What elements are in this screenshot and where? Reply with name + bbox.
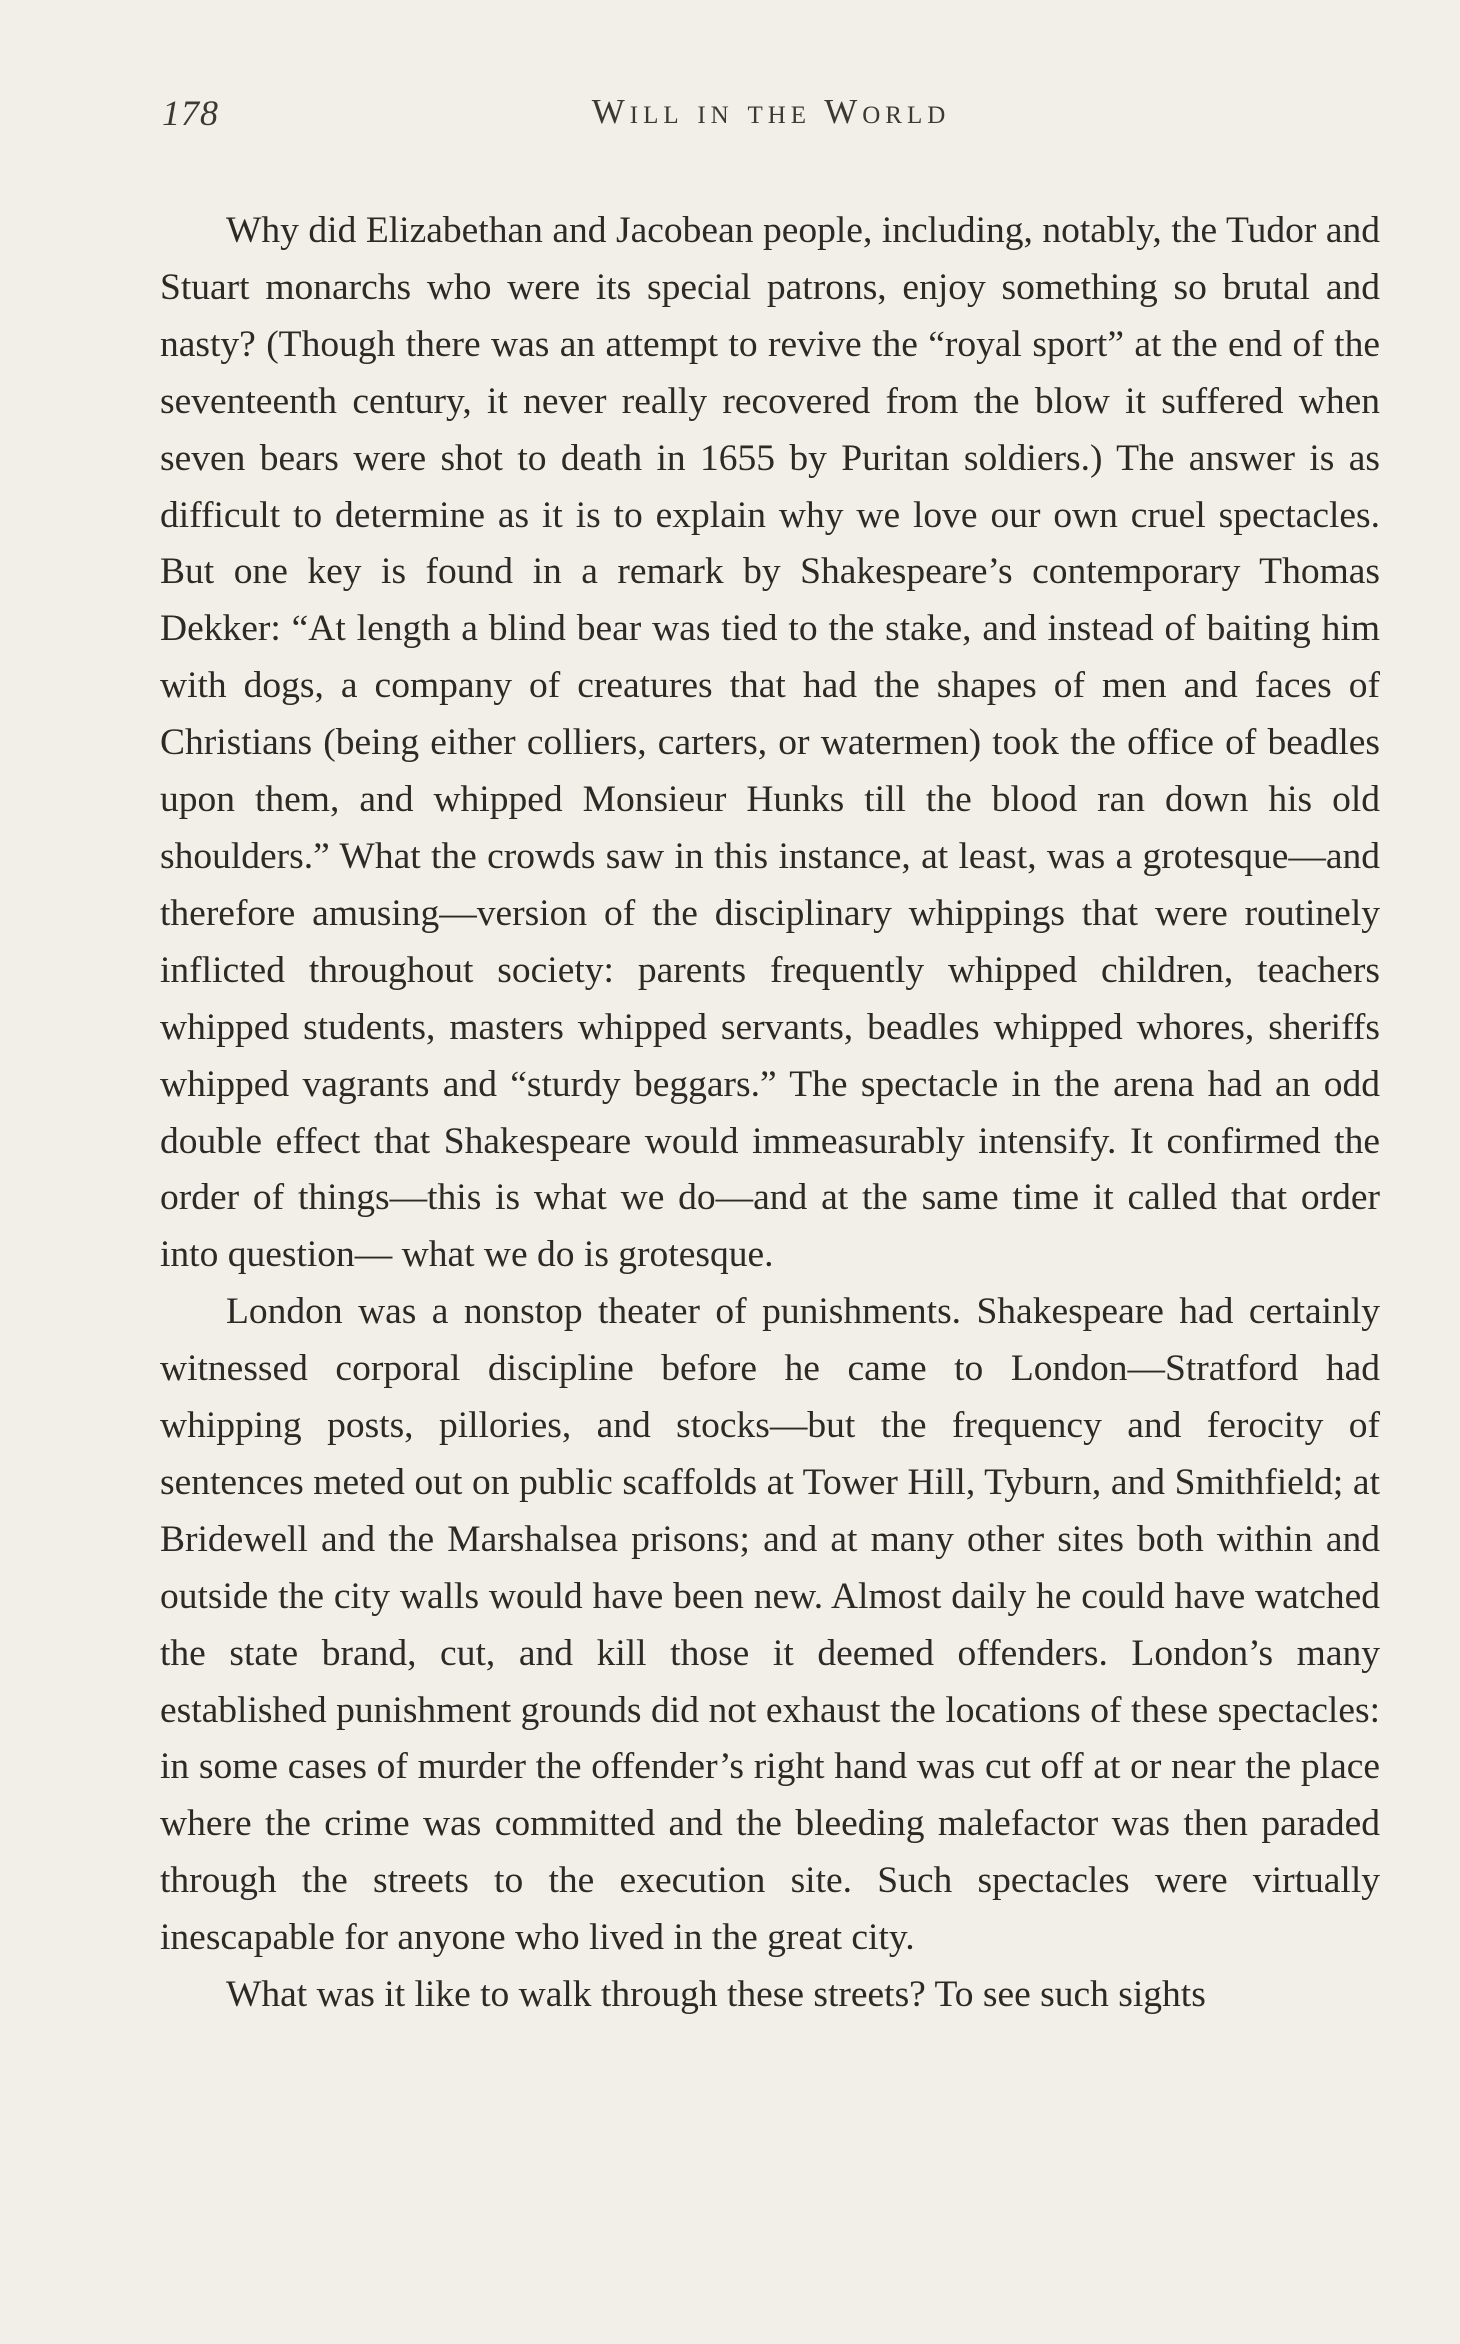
page-number: 178 — [162, 93, 219, 133]
running-head — [162, 92, 1380, 142]
paragraph: Why did Elizabethan and Jacobean people, including, notably, the Tudor and Stuart monarchs who were its special patrons, enjoy something so brutal and nasty? (Though there was an attempt to revive the “royal sport” at the end of the seventeenth century, it never really recovered from the blow it suffered when seven bears were shot to death in 1655 by Puritan soldiers.) The answer is as difficult to determine as it is to explain why we love our own cruel spectacles. But one key is found in a remark by Shakespeare’s contemporary Thomas Dekker: “At length a blind bear was tied to the stake, and instead of baiting him with dogs, a company of creatures that had the shapes of men and faces of Christians (being either colliers, carters, or watermen) took the office of beadles upon them, and whipped Monsieur Hunks till the blood ran down his old shoulders.” What the crowds saw in this instance, at least, was a grotesque—and therefore amusing—version of the disciplinary whippings that were routinely inflicted throughout society: parents frequently whipped children, teachers whipped students, masters whipped servants, beadles whipped whores, sheriffs whipped vagrants and “sturdy beggars.” The spectacle in the arena had an odd double effect that Shakespeare would immeasurably intensify. It confirmed the order of things—this is what we do—and at the same time it called that order into question— what we do is grotesque. — [160, 210, 1380, 1276]
book-title: Will in the World — [591, 92, 951, 131]
body-text — [160, 203, 1380, 2024]
paragraph: London was a nonstop theater of punishments. Shakespeare had certainly witnessed corporal discipline before he came to London—Stratford had whipping posts, pillories, and stocks—but the frequency and ferocity of sentences meted out on public scaffolds at Tower Hill, Tyburn, and Smithfield; at Bridewell and the Marshalsea prisons; and at many other sites both within and outside the city walls would have been new. Almost daily he could have watched the state brand, cut, and kill those it deemed offenders. London’s many established punishment grounds did not exhaust the locations of these spectacles: in some cases of murder the offender’s right hand was cut off at or near the place where the crime was committed and the bleeding malefactor was then paraded through the streets to the execution site. Such spectacles were virtually inescapable for anyone who lived in the great city. — [160, 1291, 1380, 1959]
paragraph: What was it like to walk through these streets? To see such sights — [226, 1974, 1206, 2016]
